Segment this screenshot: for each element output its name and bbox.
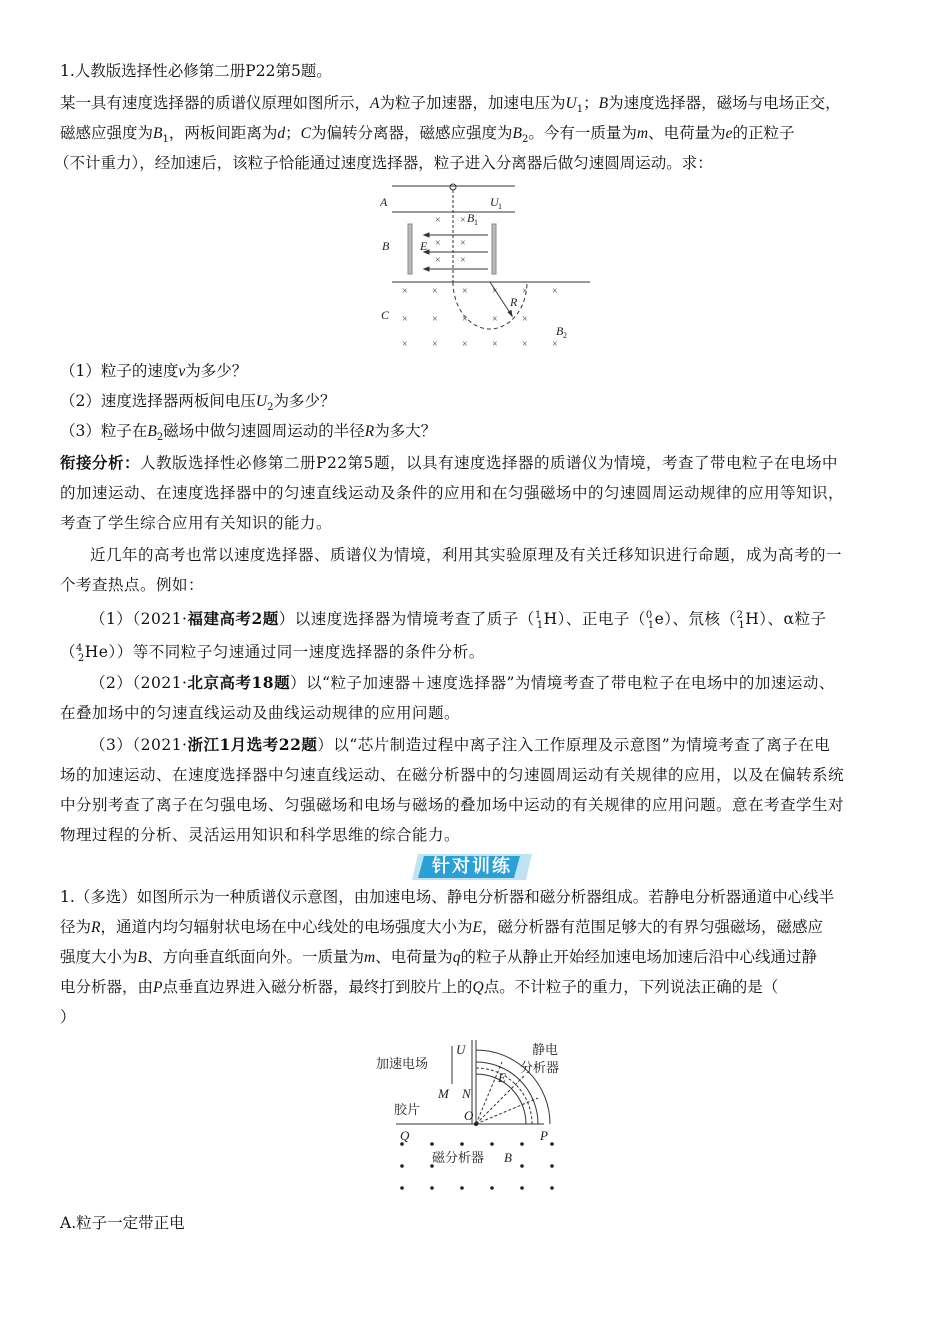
svg-text:×: × [552,339,558,350]
svg-text:×: × [522,286,528,297]
fig2-label-o: O [464,1108,474,1123]
analysis-p1-line2: 的加速运动、在速度选择器中的匀速直线运动及条件的应用和在匀强磁场中的匀速圆周运动规律的应用等知识， [60,484,845,502]
fig2-label-b: B [504,1150,512,1165]
q1-sub2: （2）速度选择器两板间电压$U_2$为多少？ [60,392,336,414]
t1-option-a: A.粒子一定带正电 [60,1214,185,1232]
fig2-label-p: P [540,1128,548,1143]
svg-text:×: × [460,215,466,226]
svg-text:×: × [402,339,408,350]
svg-text:1: 1 [474,218,478,227]
example2-line2: 在叠加场中的匀速直线运动及曲线运动规律的应用问题。 [60,704,461,722]
svg-text:×: × [462,339,468,350]
svg-text:1: 1 [498,202,502,211]
q1-sub3: （3）粒子在$B_2$磁场中做匀速圆周运动的半径R为多大？ [60,422,437,444]
example3-line2: 场的加速运动、在速度选择器中匀速直线运动、在磁分析器中的匀速圆周运动有关规律的应用，以及在偏转系统 [60,766,845,784]
svg-text:×: × [432,286,438,297]
svg-text:×: × [435,215,441,226]
svg-text:×: × [460,238,466,249]
svg-text:2: 2 [563,331,567,340]
analysis-heading: 衔接分析： [60,453,141,472]
q1-source: 1.人教版选择性必修第二册P22第5题。 [60,62,332,80]
mass-spectrometer-figure [380,182,590,352]
svg-text:×: × [435,238,441,249]
example3-line1: （3）（2021·浙江1月选考22题）以“芯片制造过程中离子注入工作原理及示意图”为情境考查了离子在电 [90,735,831,754]
svg-text:×: × [492,314,498,325]
analysis-p2-line1: 近几年的高考也常以速度选择器、质谱仪为情境，利用其实验原理及有关迁移知识进行命题，成为高考的一 [90,546,843,564]
fig1-label-a: A [380,195,388,209]
q1-sub1: （1）粒子的速度v为多少？ [60,362,248,380]
t1-line1: 1.（多选）如图所示为一种质谱仪示意图，由加速电场、静电分析器和磁分析器组成。若静电分析器通道中心线半 [60,888,835,906]
svg-text:×: × [552,286,558,297]
fig1-label-b: B [382,239,390,253]
analysis-p2-line2: 个考查热点。例如： [60,576,205,594]
fig2-label-m: M [438,1086,449,1101]
svg-text:×: × [432,314,438,325]
fig2-label-n: N [462,1086,471,1101]
svg-text:×: × [435,255,441,266]
example3-line3: 中分别考查了离子在匀强电场、匀强磁场和电场与磁场的叠加场中运动的有关规律的应用问题。意在考查学生对 [60,796,845,814]
fig2-label-electro1: 静电 [532,1043,559,1058]
fig1-label-c: C [381,308,390,322]
svg-text:×: × [522,339,528,350]
training-banner-text: 针对训练 [432,856,512,877]
fig1-label-b1: B [467,211,475,225]
mass-spectrometer-figure-2 [372,1036,592,1196]
example3-line4: 物理过程的分析、灵活运用知识和科学思维的综合能力。 [60,826,461,844]
fig2-label-q: Q [400,1128,410,1143]
t1-line2: 径为R，通道内均匀辐射状电场在中心线处的电场强度大小为E，磁分析器有范围足够大的有界匀强磁场，磁感应 [60,918,823,936]
fig2-label-mag: 磁分析器 [432,1151,485,1166]
svg-text:×: × [462,314,468,325]
fig2-label-electro2: 分析器 [520,1061,560,1076]
example2-line1: （2）（2021·北京高考18题）以“粒子加速器＋速度选择器”为情境考查了带电粒子在电场中的加速运动、 [90,673,835,692]
fig2-label-accel: 加速电场 [376,1057,429,1072]
fig2-label-film: 胶片 [394,1103,421,1118]
svg-text:×: × [402,286,408,297]
example1-line1: （1）（2021·福建高考2题）以速度选择器为情境考查了质子（$^1_1$H）、正电子（$^0_1$e）、氘核（$^2_1$H）、α粒子 [90,609,827,632]
t1-line3: 强度大小为B、方向垂直纸面向外。一质量为m、电荷量为q的粒子从静止开始经加速电场加速后沿中心线通过静 [60,948,817,966]
fig1-label-r: R [510,295,518,309]
q1-stem-line1: 某一具有速度选择器的质谱仪原理如图所示，A为粒子加速器，加速电压为$U_1$；B为速度选择器，磁场与电场正交， [60,94,841,116]
fig2-label-e: E [498,1070,506,1085]
svg-text:×: × [402,314,408,325]
fig1-label-b2: B [556,324,564,338]
svg-text:×: × [522,314,528,325]
t1-line5: ） [60,1008,76,1026]
svg-text:×: × [432,339,438,350]
analysis-p1-line3: 考查了学生综合应用有关知识的能力。 [60,514,333,532]
fig2-label-u: U [456,1042,466,1057]
q1-stem-line2: 磁感应强度为$B_1$，两板间距离为d；C为偏转分离器，磁感应强度为$B_2$。今有一质量为m、电荷量为e的正粒子 [60,124,795,146]
analysis-p1-line1: 衔接分析：人教版选择性必修第二册P22第5题，以具有速度选择器的质谱仪为情境，考查了带电粒子在电场中 [60,453,839,472]
t1-line4: 电分析器，由P点垂直边界进入磁分析器，最终打到胶片上的Q点。不计粒子的重力，下列说法正确的是（ [60,978,779,996]
q1-stem-line3: （不计重力），经加速后，该粒子恰能通过速度选择器，粒子进入分离器后做匀速圆周运动。求： [54,154,713,172]
svg-text:×: × [492,339,498,350]
fig1-label-e: E [420,239,428,253]
training-banner [408,852,536,882]
svg-text:×: × [460,255,466,266]
svg-text:×: × [492,286,498,297]
fig1-label-u1: U [490,195,499,209]
example1-line2: （$^4_2$He））等不同粒子匀速通过同一速度选择器的条件分析。 [60,643,485,665]
svg-text:×: × [462,286,468,297]
